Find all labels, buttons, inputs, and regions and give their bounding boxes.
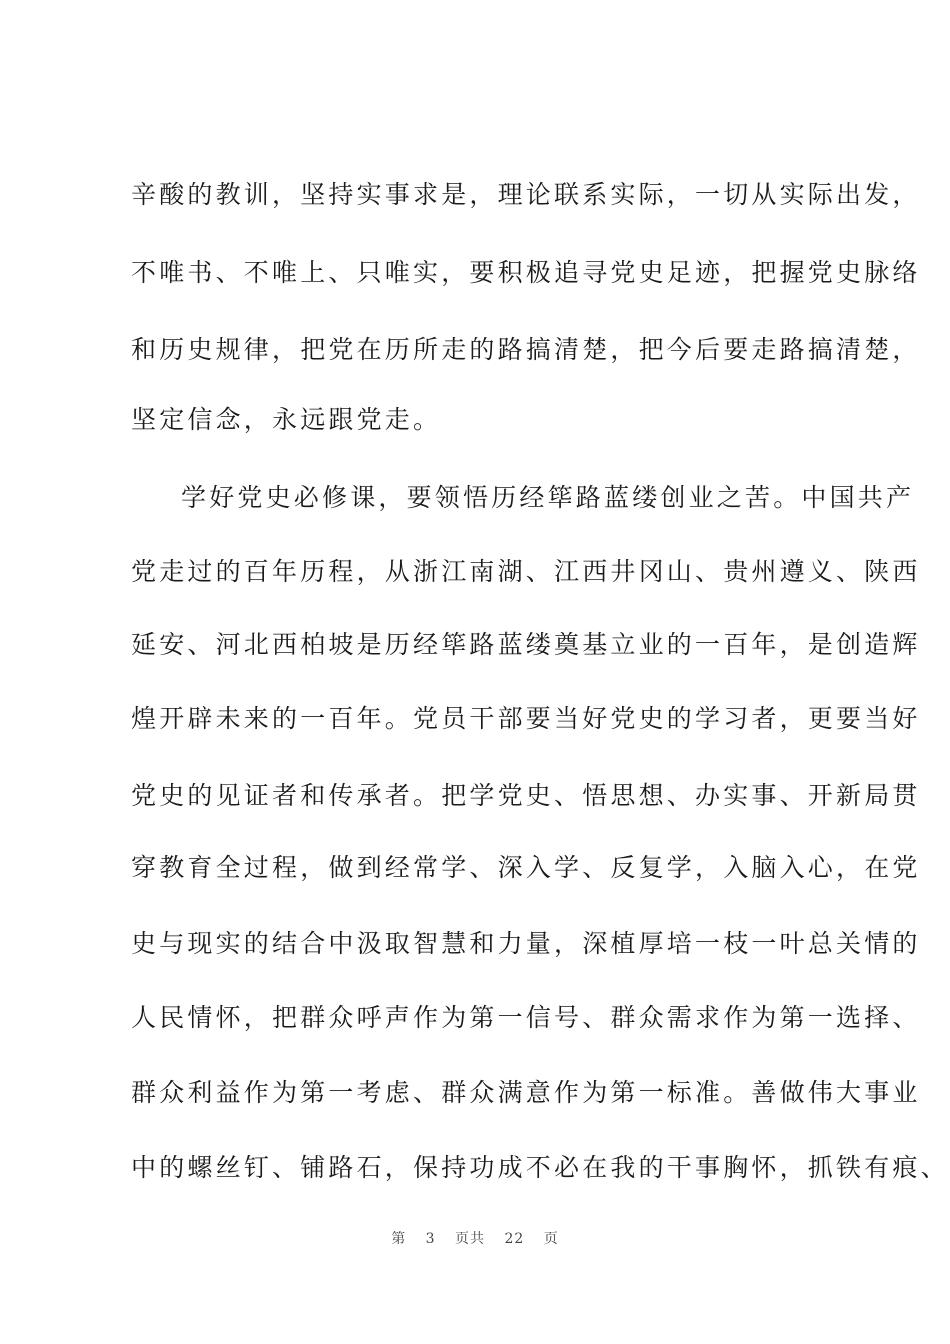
text-line: 党走过的百年历程，从浙江南湖、江西井冈山、贵州遵义、陕西 xyxy=(131,557,921,586)
text-line: 群众利益作为第一考虑、群众满意作为第一标准。善做伟大事业 xyxy=(131,1078,921,1107)
text-line: 坚定信念，永远跟党走。 xyxy=(131,405,442,434)
text-line: 史与现实的结合中汲取智慧和力量，深植厚培一枝一叶总关情的 xyxy=(131,929,921,958)
footer-label-end: 页 xyxy=(543,1231,559,1247)
footer-label-page: 第 xyxy=(391,1231,407,1247)
footer-label-of: 页共 xyxy=(455,1231,486,1247)
text-line: 煌开辟未来的一百年。党员干部要当好党史的学习者，更要当好 xyxy=(131,704,921,733)
text-line: 辛酸的教训，坚持实事求是，理论联系实际，一切从实际出发， xyxy=(131,180,921,209)
text-line: 和历史规律，把党在历所走的路搞清楚，把今后要走路搞清楚， xyxy=(131,335,921,364)
text-line: 穿教育全过程，做到经常学、深入学、反复学，入脑入心，在党 xyxy=(131,853,921,882)
text-line: 延安、河北西柏坡是历经筚路蓝缕奠基立业的一百年，是创造辉 xyxy=(131,630,921,659)
total-pages-number: 22 xyxy=(504,1231,525,1247)
paragraph-first-line: 学好党史必修课，要领悟历经筚路蓝缕创业之苦。中国共产 xyxy=(181,483,915,512)
text-line: 党史的见证者和传承者。把学党史、悟思想、办实事、开新局贯 xyxy=(131,781,921,810)
current-page-number: 3 xyxy=(425,1231,436,1247)
text-line: 人民情怀，把群众呼声作为第一信号、群众需求作为第一选择、 xyxy=(131,1003,921,1032)
page-footer xyxy=(0,1228,950,1248)
text-line: 不唯书、不唯上、只唯实，要积极追寻党史足迹，把握党史脉络 xyxy=(131,258,921,287)
text-line: 中的螺丝钉、铺路石，保持功成不必在我的干事胸怀，抓铁有痕、 xyxy=(131,1153,949,1182)
